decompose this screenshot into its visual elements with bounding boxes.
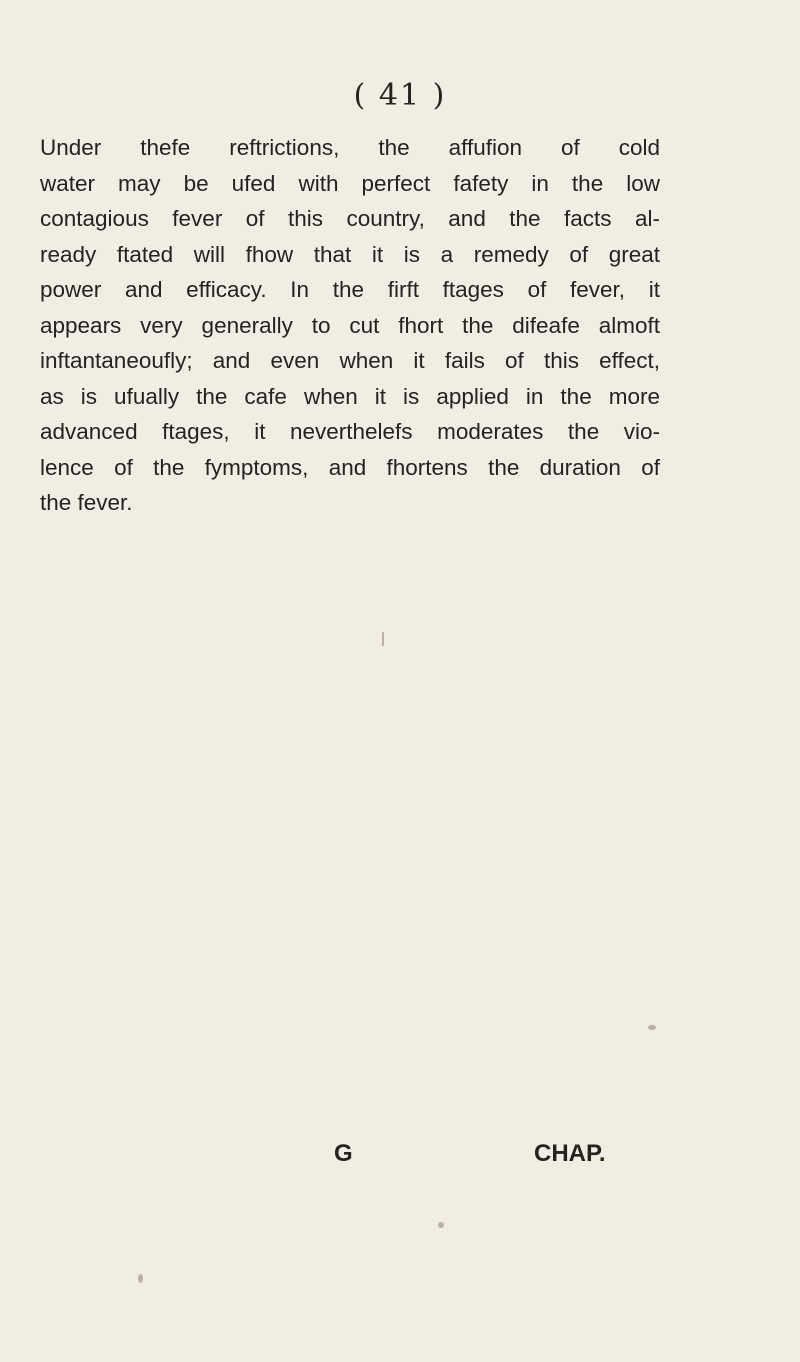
signature-mark: G xyxy=(334,1140,353,1167)
paragraph-line: advanced ftages, it neverthelefs moderates the vio- xyxy=(40,419,660,444)
paragraph-line: lence of the fymptoms, and fhortens the duration of xyxy=(40,454,660,480)
paragraph-line: contagious fever of this country, and the facts al- xyxy=(40,206,660,231)
paragraph-line: as is ufually the cafe when it is applied in the more xyxy=(40,383,660,409)
paragraph-line: the fever. xyxy=(40,490,133,515)
paper-speck xyxy=(382,632,384,646)
paragraph-line: inftantaneoufly; and even when it fails of this effect, xyxy=(40,348,660,373)
catchword: CHAP. xyxy=(534,1140,606,1167)
paragraph-line: ready ftated will fhow that it is a remedy of great xyxy=(40,241,660,267)
body-paragraph xyxy=(40,130,660,521)
paragraph-line: water may be ufed with perfect fafety in the low xyxy=(40,170,660,196)
paper-speck xyxy=(138,1274,143,1283)
page-number: ( 41 ) xyxy=(353,78,447,113)
paragraph-line: Under thefe reftrictions, the affufion of cold xyxy=(40,135,660,160)
paper-speck xyxy=(438,1222,444,1228)
paragraph-line: appears very generally to cut fhort the difeafe almoft xyxy=(40,312,660,338)
paper-speck xyxy=(648,1025,656,1030)
paragraph-line: power and efficacy. In the firft ftages of fever, it xyxy=(40,277,660,302)
